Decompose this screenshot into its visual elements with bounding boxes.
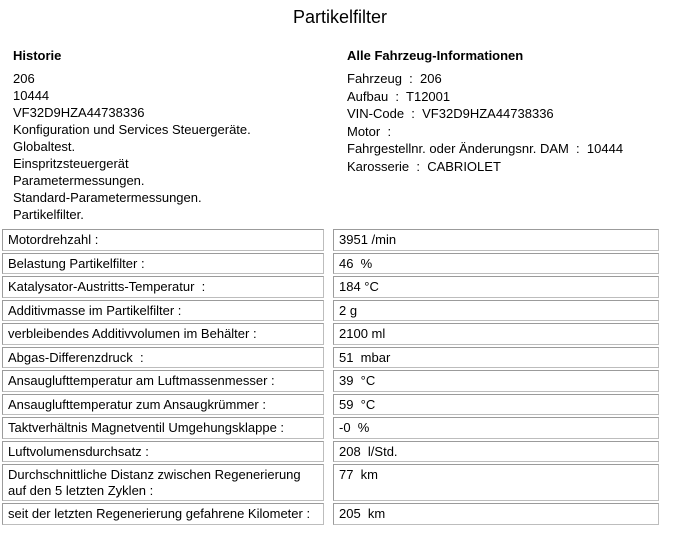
param-value: 205 km — [333, 503, 659, 525]
measurement-table — [2, 229, 659, 525]
history-item: Standard-Parametermessungen. — [13, 190, 202, 205]
history-item: VF32D9HZA44738336 — [13, 105, 145, 120]
table-row — [2, 394, 659, 416]
table-row — [2, 300, 659, 322]
param-label: Ansauglufttemperatur zum Ansaugkrümmer : — [2, 394, 324, 416]
table-row — [2, 441, 659, 463]
history-item: Einspritzsteuergerät — [13, 156, 129, 171]
table-row — [2, 347, 659, 369]
param-label: Durchschnittliche Distanz zwischen Regenerierung auf den 5 letzten Zyklen : — [2, 464, 324, 501]
param-label: Abgas-Differenzdruck : — [2, 347, 324, 369]
history-item: Globaltest. — [13, 139, 76, 154]
history-item: Konfiguration und Services Steuergeräte. — [13, 122, 251, 137]
history-panel — [13, 48, 347, 223]
param-label: seit der letzten Regenerierung gefahrene Kilometer : — [2, 503, 324, 525]
table-row — [2, 253, 659, 275]
vehicle-info-heading: Alle Fahrzeug-Informationen — [347, 48, 524, 63]
history-item: 10444 — [13, 88, 50, 103]
param-value: 51 mbar — [333, 347, 659, 369]
history-item: 206 — [13, 71, 35, 86]
history-heading: Historie — [13, 48, 62, 63]
param-value: 2 g — [333, 300, 659, 322]
vehicle-info-panel — [347, 48, 680, 223]
param-label: Taktverhältnis Magnetventil Umgehungsklappe : — [2, 417, 324, 439]
param-label: Belastung Partikelfilter : — [2, 253, 324, 275]
table-row — [2, 417, 659, 439]
param-value: -0 % — [333, 417, 659, 439]
param-value: 208 l/Std. — [333, 441, 659, 463]
table-row — [2, 370, 659, 392]
param-value: 184 °C — [333, 276, 659, 298]
vehicle-info-line: Aufbau : T12001 — [347, 88, 451, 104]
vehicle-info-line: Fahrgestellnr. oder Änderungsnr. DAM : 10444 — [347, 141, 624, 156]
param-value: 2100 ml — [333, 323, 659, 345]
table-row — [2, 276, 659, 298]
history-item: Partikelfilter. — [13, 207, 84, 222]
param-value: 3951 /min — [333, 229, 659, 251]
table-row — [2, 503, 659, 525]
param-label: Katalysator-Austritts-Temperatur : — [2, 276, 324, 298]
table-row — [2, 464, 659, 501]
param-value: 77 km — [333, 464, 659, 501]
table-row — [2, 323, 659, 345]
vehicle-info-line: Fahrzeug : 206 — [347, 71, 442, 86]
param-label: Additivmasse im Partikelfilter : — [2, 300, 324, 322]
param-value: 39 °C — [333, 370, 659, 392]
param-value: 59 °C — [333, 394, 659, 416]
param-value: 46 % — [333, 253, 659, 275]
vehicle-info-line: Motor : — [347, 123, 392, 139]
param-label: Motordrehzahl : — [2, 229, 324, 251]
vehicle-info-line: VIN-Code : VF32D9HZA44738336 — [347, 106, 554, 121]
info-section — [0, 48, 680, 223]
table-row — [2, 229, 659, 251]
vehicle-info-line: Karosserie : CABRIOLET — [347, 158, 501, 174]
param-label: Luftvolumensdurchsatz : — [2, 441, 324, 463]
param-label: Ansauglufttemperatur am Luftmassenmesser : — [2, 370, 324, 392]
page-title: Partikelfilter — [292, 7, 388, 27]
param-label: verbleibendes Additivvolumen im Behälter : — [2, 323, 324, 345]
history-item: Parametermessungen. — [13, 173, 145, 188]
